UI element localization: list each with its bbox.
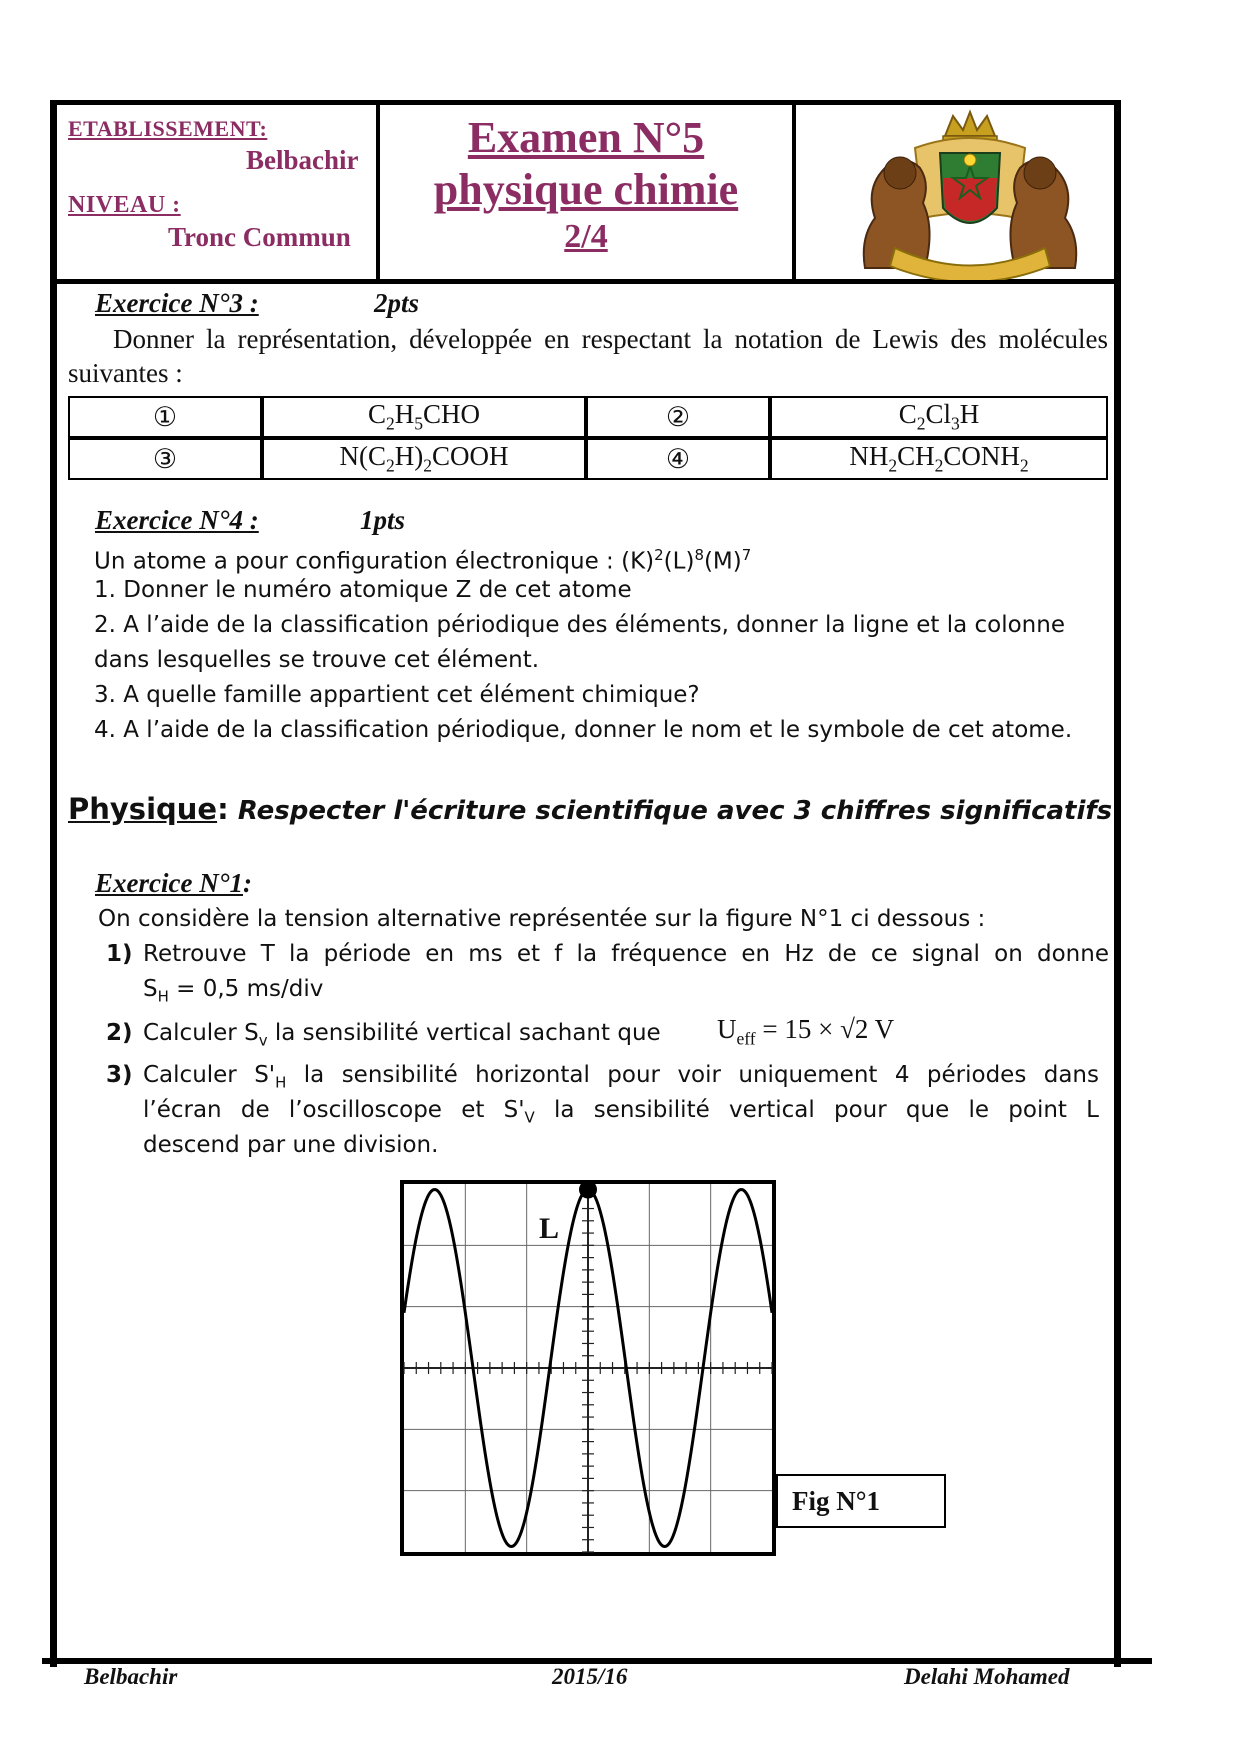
ex1-q1-text: Retrouve T la période en ms et f la fréquence en Hz de ce signal on donne [143,941,1109,967]
ex4-title: Exercice N°4 : [95,505,259,535]
ex1-q1-sh: $S_H = 0,5$ ms/div [143,976,324,1006]
physique-colon: : [217,792,229,826]
niveau-label: NIVEAU : [68,192,181,218]
coat-of-arms-emblem [845,108,1095,280]
ex1-q3-num: 3) [106,1062,133,1088]
ex4-points: 1pts [360,505,406,535]
table-row [68,438,1108,480]
subject-title: physique chimie [433,165,739,214]
ex1-q2-formula: $U_{eff} = 15 \times √2$ V [717,1014,895,1049]
ex1-q3-line2: l’écran de l’oscilloscope et $S'_V$ la sensibilité vertical pour que le point L [143,1097,1099,1127]
molecule-formula: $N(C_2H)_2COOH$ [262,438,586,480]
ex4-question-3: 3. A quelle famille appartient cet élément chimique? [94,682,700,708]
ex4-config: Un atome a pour configuration électronique : $(K)^2(L)^8(M)^7$ [94,546,752,575]
ex1-title-line [95,868,252,899]
molecule-number: ④ [586,438,770,480]
ex1-colon: : [243,868,252,898]
ex1-q2-num: 2) [106,1020,133,1046]
table-row [68,396,1108,438]
footer-author: Delahi Mohamed [904,1664,1070,1689]
frame-right-border [1114,102,1121,1667]
molecule-formula: $C_2H_5CHO$ [262,396,586,438]
ex3-points: 2pts [374,288,420,318]
ex1-q2-text: Calculer $S_v$ la sensibilité vertical sachant que [143,1020,661,1050]
molecule-formula: $C_2Cl_3H$ [770,396,1108,438]
ex1-intro: On considère la tension alternative représentée sur la figure N°1 ci dessous : [98,906,986,932]
page-number: 2/4 [564,218,608,255]
physique-label: Physique [68,792,218,826]
niveau-value: Tronc Commun [168,222,351,252]
oscilloscope-screen [400,1180,776,1556]
ex3-intro: Donner la représentation, développée en respectant la notation de Lewis des molécules suivantes : [68,324,1108,388]
etablissement-value: Belbachir [246,145,359,175]
ex1-title: Exercice N°1 [95,868,243,898]
ex1-q3-line3: descend par une division. [143,1132,439,1158]
point-label: L [539,1212,560,1245]
footer-year: 2015/16 [552,1664,628,1689]
physique-note: Respecter l'écriture scientifique avec 3 chiffres significatifs [237,796,1113,826]
frame-top-border [50,100,1121,105]
molecule-number: ③ [68,438,262,480]
figure-caption: Fig N°1 [792,1486,881,1516]
molecule-number: ① [68,396,262,438]
header-divider-2 [792,102,796,282]
molecules-table [68,396,1108,480]
ex4-question-2-cont: dans lesquelles se trouve cet élément. [94,647,540,673]
ex4-question-2: 2. A l’aide de la classification périodique des éléments, donner la ligne et la colonne [94,612,1065,638]
ex4-question-1: 1. Donner le numéro atomique Z de cet atome [94,577,632,603]
point-L-marker [579,1181,597,1199]
ex4-question-4: 4. A l’aide de la classification périodique, donner le nom et le symbole de cet atome. [94,717,1073,743]
frame-left-border [50,102,57,1667]
exam-title: Examen N°5 [467,113,705,162]
ex1-q1-num: 1) [106,941,133,967]
ex3-title: Exercice N°3 : [95,288,259,318]
molecule-formula: $NH_2CH_2CONH_2$ [770,438,1108,480]
figure-caption-box [776,1474,946,1528]
molecule-number: ② [586,396,770,438]
footer-school: Belbachir [84,1664,178,1689]
etablissement-label: ETABLISSEMENT: [68,116,268,141]
physique-heading [68,792,1112,826]
ex1-q3-line1: Calculer $S'_H$ la sensibilité horizontal pour voir uniquement 4 périodes dans [143,1062,1099,1092]
